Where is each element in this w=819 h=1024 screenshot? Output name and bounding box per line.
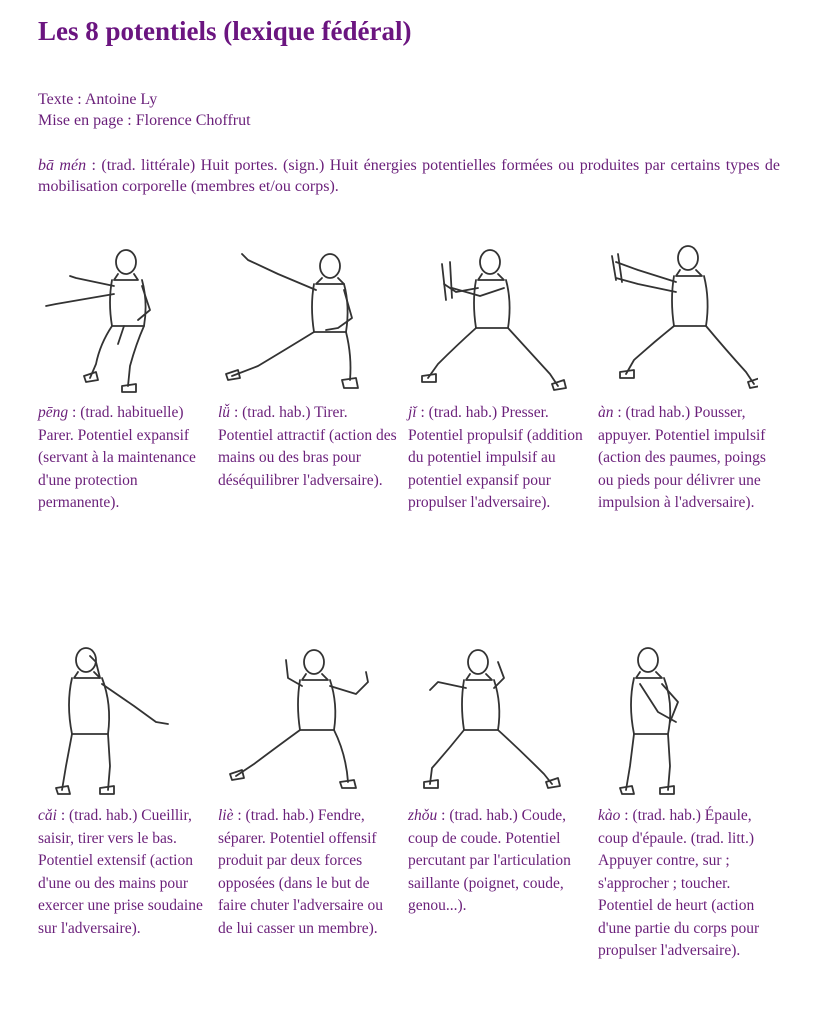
caption-zhou: zhǒu : (trad. hab.) Coude, coup de coude. Potentiel percutant par l'articulation saillante (poignet, coude, genou...). (408, 807, 571, 914)
caption-peng: pēng : (trad. habituelle) Parer. Potentiel expansif (servant à la maintenance d'une protection permanente). (38, 404, 196, 511)
figure-lie (218, 642, 378, 802)
figure-zhou (408, 642, 568, 802)
caption-an: àn : (trad hab.) Pousser, appuyer. Potentiel impulsif (action des paumes, poings ou pieds pour délivrer une impulsion à l'adversaire). (598, 404, 766, 511)
caption-lu: lǚ : (trad. hab.) Tirer. Potentiel attractif (action des mains ou des bras pour déséquilibrer l'adversaire). (218, 404, 397, 489)
caption-cai: cǎi : (trad. hab.) Cueillir, saisir, tirer vers le bas. Potentiel extensif (action d'une ou des mains pour exercer une prise soudaine sur l'adversaire). (38, 807, 203, 937)
intro-definition: : (trad. littérale) Huit portes. (sign.) Huit énergies potentielles formées ou produites par certains types de mobilisation corporelle (membres et/ou corps). (38, 157, 781, 195)
figure-peng (38, 240, 198, 400)
figure-an (598, 240, 758, 400)
figure-ji (408, 240, 568, 400)
caption-kao: kào : (trad. hab.) Épaule, coup d'épaule. (trad. litt.) Appuyer contre, sur ; s'approcher ; toucher. Potentiel de heurt (action d'une partie du corps pour propulser l'adversaire). (598, 807, 760, 959)
intro-paragraph (38, 155, 780, 197)
author-line: Texte : Antoine Ly (38, 91, 158, 108)
page-title: Les 8 potentiels (lexique fédéral) (38, 16, 412, 46)
caption-lie: liè : (trad. hab.) Fendre, séparer. Potentiel offensif produit par deux forces opposées (dans le but de faire chuter l'adversaire ou de lui casser un membre). (218, 807, 384, 937)
credits (38, 89, 251, 131)
intro-term: bā mén (38, 157, 87, 174)
figure-kao (598, 642, 758, 802)
figure-cai (38, 642, 198, 802)
layout-line: Mise en page : Florence Choffrut (38, 112, 251, 129)
figure-lu (218, 240, 378, 400)
caption-ji: jǐ : (trad. hab.) Presser. Potentiel propulsif (addition du potentiel impulsif au potentiel expansif pour propulser l'adversaire). (408, 404, 583, 511)
